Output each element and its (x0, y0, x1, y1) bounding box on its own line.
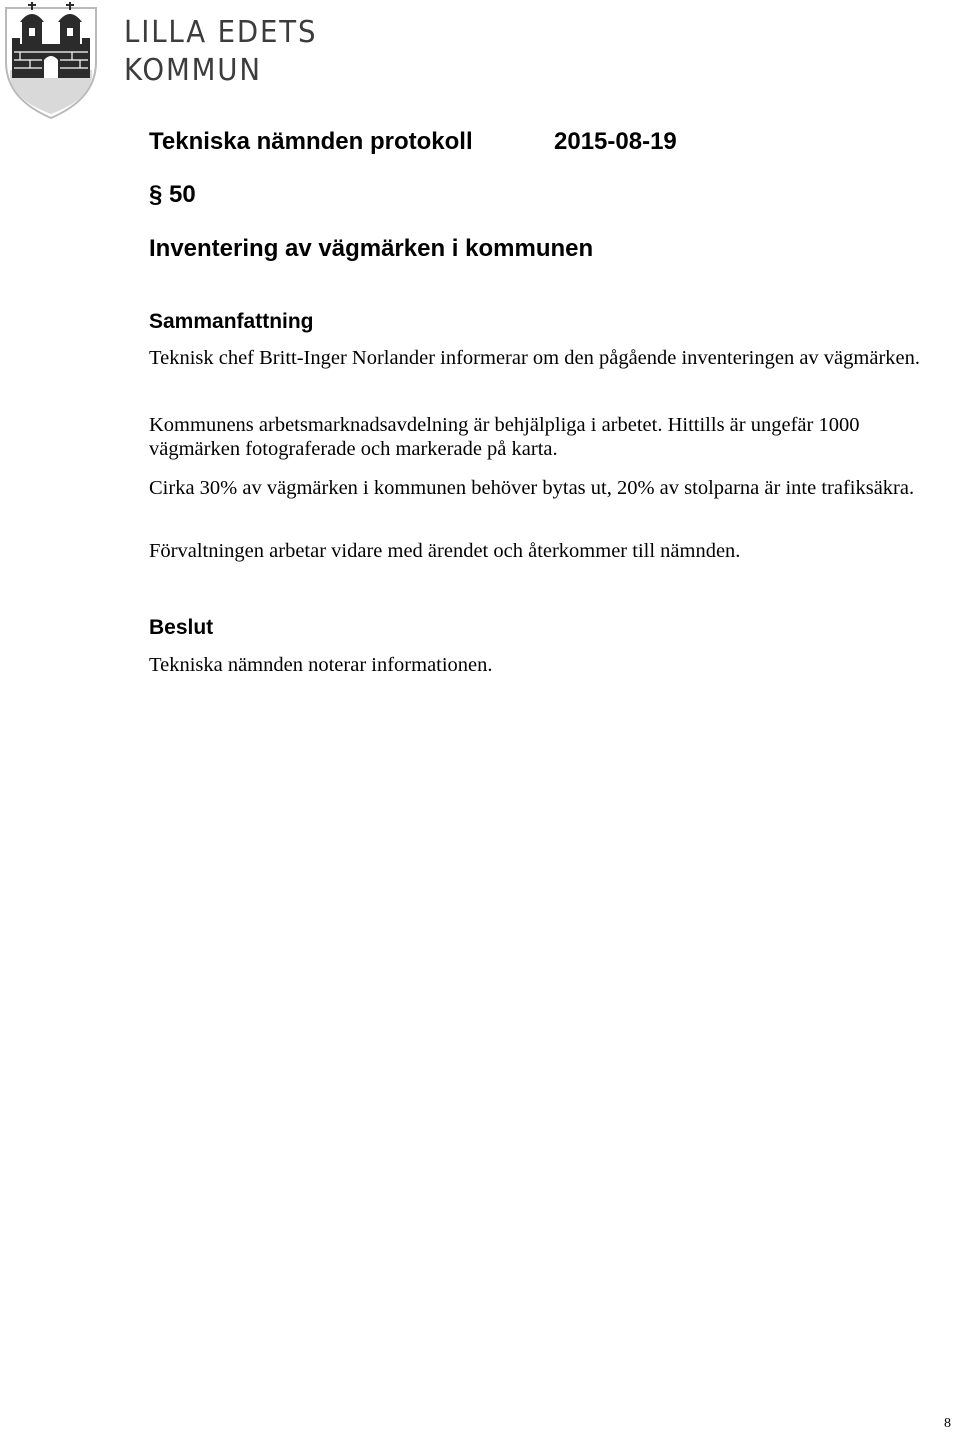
decision-text: Tekniska nämnden noterar informationen. (149, 654, 493, 676)
document-header (149, 127, 677, 157)
paragraph-number: § 50 (149, 181, 196, 208)
summary-heading: Sammanfattning (149, 310, 314, 333)
decision-paragraph (149, 654, 949, 678)
decision-heading: Beslut (149, 616, 214, 639)
coat-of-arms-icon (0, 0, 102, 120)
wordmark-line-2: KOMMUN (124, 53, 262, 88)
summary-text: Förvaltningen arbetar vidare med ärendet och återkommer till nämnden. (149, 540, 741, 562)
summary-paragraph-1 (149, 347, 949, 371)
wordmark-line-1: LILLA EDETS (124, 15, 318, 50)
case-title: Inventering av vägmärken i kommunen (149, 235, 594, 262)
summary-text: Kommunens arbetsmarknadsavdelning är behjälpliga i arbetet. Hittills är ungefär 1000 vägmärken fotograferade och markerade på karta. (149, 414, 860, 460)
summary-paragraph-4 (149, 540, 949, 564)
document-date: 2015-08-19 (554, 128, 677, 155)
page-number: 8 (944, 1416, 951, 1431)
document-title: Tekniska nämnden protokoll (149, 128, 473, 155)
summary-text: Teknisk chef Britt-Inger Norlander informerar om den pågående inventeringen av vägmärken. (149, 347, 920, 369)
summary-paragraph-2 (149, 414, 949, 461)
summary-text: Cirka 30% av vägmärken i kommunen behöver bytas ut, 20% av stolparna är inte trafiksäkra. (149, 477, 915, 499)
summary-paragraph-3 (149, 477, 949, 501)
municipality-wordmark (124, 14, 318, 88)
